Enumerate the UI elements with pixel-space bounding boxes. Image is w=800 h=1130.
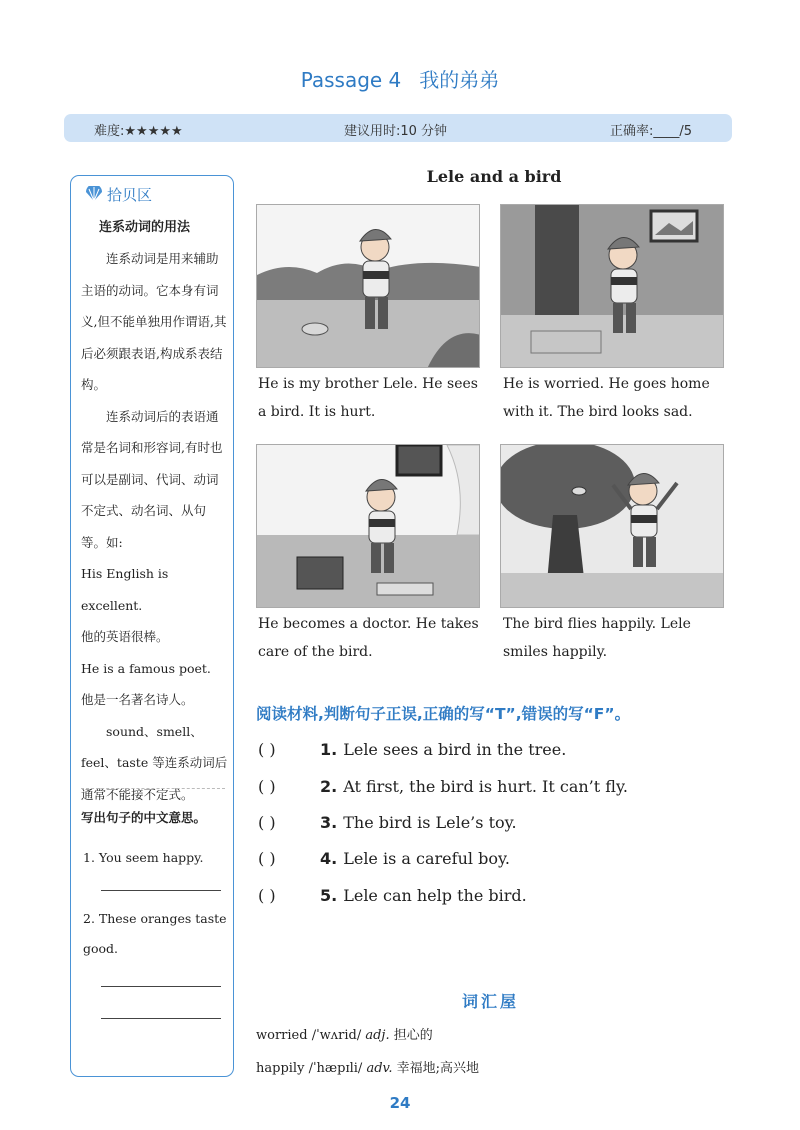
sidebar-heading-text: 拾贝区 (107, 186, 153, 204)
page-title (0, 64, 800, 93)
accuracy-field: 正确率:____/5 (610, 124, 693, 139)
answer-box[interactable]: ( ) (258, 886, 276, 905)
vocab-word: worried (256, 1028, 308, 1043)
vocab-pos: adj. (365, 1028, 390, 1043)
sidebar-paragraph-1: 连系动词是用来辅助主语的动词。它本身有词义,但不能单独用作谓语,其后必须跟表语,构成系表结构。 (81, 251, 227, 392)
caption-1: He is my brother Lele. He sees a bird. It is hurt. (258, 376, 478, 420)
answer-box[interactable]: ( ) (258, 813, 276, 832)
exercise-instruction: 阅读材料,判断句子正误,正确的写“T”,错误的写“F”。 (256, 705, 631, 723)
question-3 (258, 813, 517, 832)
caption-3: He becomes a doctor. He takes care of the bird. (258, 616, 479, 660)
passage-number: Passage 4 (300, 68, 402, 92)
vocab-phonetic: /ˈwʌrid/ (311, 1028, 362, 1043)
caption-2: He is worried. He goes home with it. The bird looks sad. (503, 376, 710, 420)
question-number: 3. (320, 813, 338, 832)
sidebar-body (81, 243, 229, 810)
question-text: At first, the bird is hurt. It can’t fly. (343, 777, 628, 796)
vocab-meaning: 担心的 (393, 1028, 433, 1043)
passage-title-cn: 我的弟弟 (419, 68, 500, 92)
question-text: Lele is a careful boy. (343, 849, 510, 868)
question-1 (258, 740, 566, 759)
example2-cn: 他是一名著名诗人。 (81, 692, 194, 707)
question-5 (258, 886, 527, 905)
question-2 (258, 777, 628, 796)
vocab-phonetic: /ˈhæpɪli/ (308, 1061, 363, 1076)
sidebar-note: sound、smell、feel、taste 等连系动词后通常不能接不定式。 (81, 723, 228, 802)
sidebar-subheading: 连系动词的用法 (99, 220, 191, 235)
sidebar-panel (70, 175, 234, 1077)
vocab-item-happily (256, 1057, 479, 1076)
question-number: 4. (320, 849, 338, 868)
shell-icon (85, 186, 103, 202)
illustration-boy-goes-home (500, 204, 724, 368)
caption-4: The bird flies happily. Lele smiles happily. (503, 616, 691, 660)
sidebar-paragraph-2: 连系动词后的表语通常是名词和形容词,有时也可以是副词、代词、动词不定式、动名词、从句等。如: (81, 408, 223, 550)
question-text: Lele sees a bird in the tree. (343, 740, 567, 759)
answer-box[interactable]: ( ) (258, 777, 276, 796)
question-text: The bird is Lele’s toy. (343, 813, 517, 832)
sidebar-heading (85, 184, 152, 205)
vocab-item-worried (256, 1024, 433, 1043)
answer-box[interactable]: ( ) (258, 740, 276, 759)
question-text: Lele can help the bird. (343, 886, 527, 905)
answer-box[interactable]: ( ) (258, 849, 276, 868)
vocab-pos: adv. (366, 1061, 393, 1076)
question-4 (258, 849, 510, 868)
page-number: 24 (389, 1094, 411, 1112)
sidebar-exercise-1: 1. You seem happy. (83, 850, 204, 865)
answer-line-2[interactable] (101, 986, 221, 987)
sidebar-exercise-2: 2. These oranges taste good. (83, 911, 227, 956)
example1-en: His English is excellent. (81, 566, 169, 613)
difficulty-rating: 难度:★★★★★ (94, 124, 183, 139)
story-title: Lele and a bird (426, 167, 562, 186)
vocab-heading: 词汇屋 (462, 992, 520, 1011)
question-number: 5. (320, 886, 338, 905)
example2-en: He is a famous poet. (81, 660, 211, 676)
vocab-meaning: 幸福地;高兴地 (396, 1061, 479, 1076)
vocab-word: happily (256, 1061, 305, 1076)
suggested-time: 建议用时:10 分钟 (344, 124, 448, 139)
answer-line-1[interactable] (101, 890, 221, 891)
question-number: 2. (320, 777, 338, 796)
info-bar (64, 114, 732, 142)
illustration-boy-doctor (256, 444, 480, 608)
question-number: 1. (320, 740, 338, 759)
illustration-boy-sees-bird (256, 204, 480, 368)
sidebar-divider (81, 788, 225, 789)
answer-line-3[interactable] (101, 1018, 221, 1019)
sidebar-task: 写出句子的中文意思。 (81, 810, 207, 825)
example1-cn: 他的英语很棒。 (81, 629, 169, 644)
illustration-bird-flies (500, 444, 724, 608)
